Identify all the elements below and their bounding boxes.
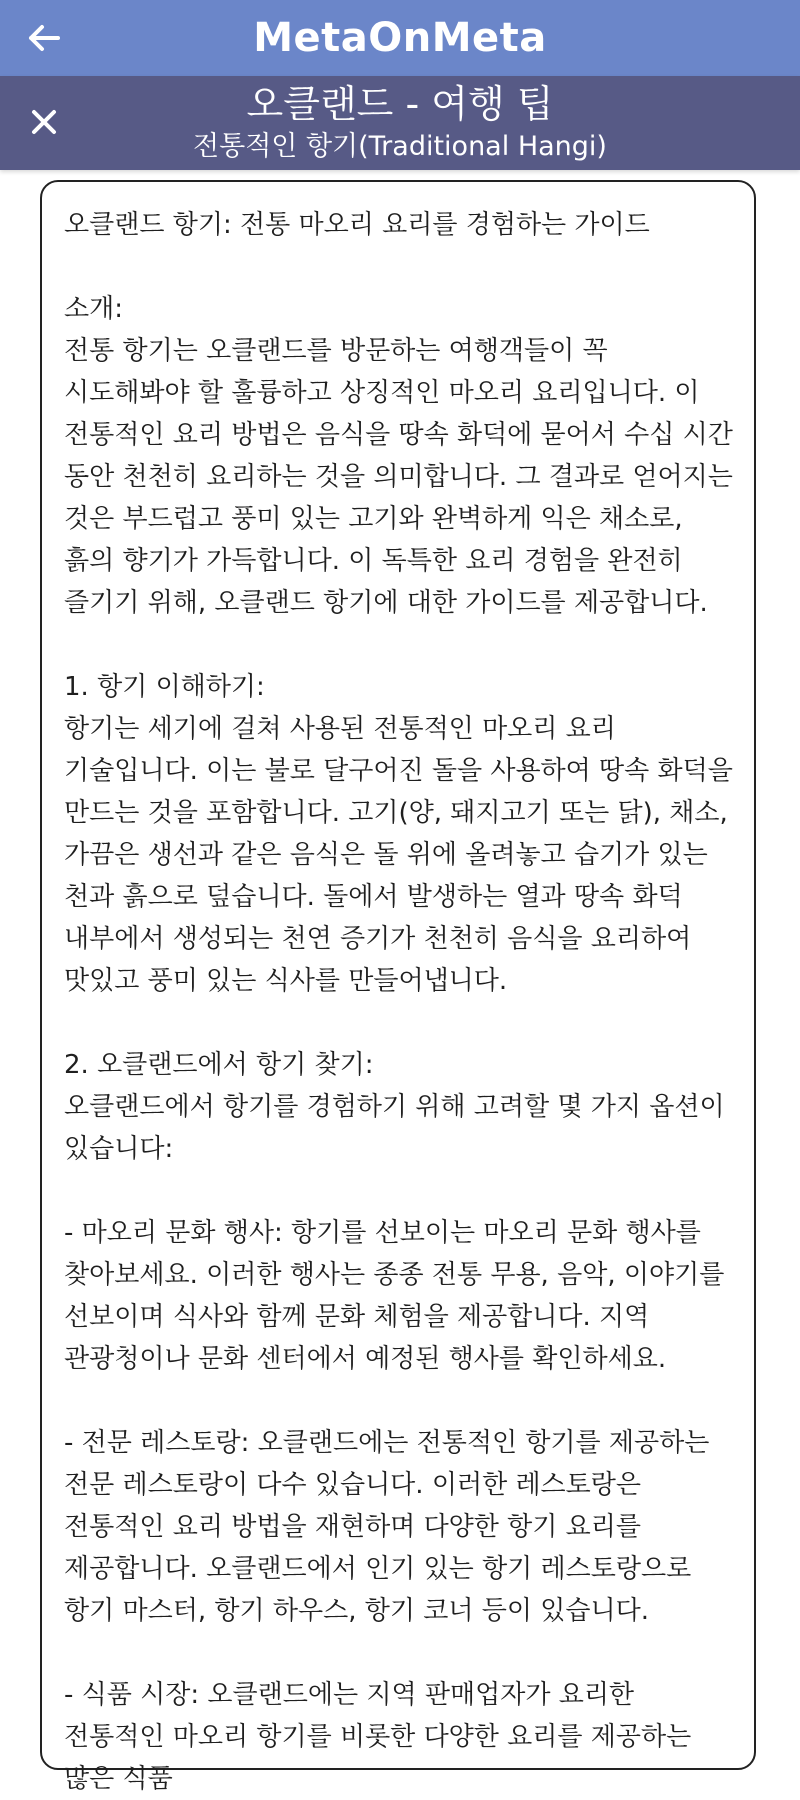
article-heading: 오클랜드 항기: 전통 마오리 요리를 경험하는 가이드 (64, 210, 650, 240)
sub-header (0, 76, 800, 170)
section2-text: 오클랜드에서 항기를 경험하기 위해 고려할 몇 가지 옵션이 있습니다: (64, 1092, 733, 1164)
arrow-left-icon (28, 24, 60, 52)
option-cultural-events: - 마오리 문화 행사: 항기를 선보이는 마오리 문화 행사를 찾아보세요. 이러한 행사는 종종 전통 무용, 음악, 이야기를 선보이며 식사와 함께 문화 체험을 제공합니다. 지역 관광청이나 문화 센터에서 예정된 행사를 확인하세요. (64, 1218, 733, 1374)
intro-label: 소개: (64, 294, 123, 324)
page-subtitle: 전통적인 항기(Traditional Hangi) (193, 131, 607, 162)
section1-text: 항기는 세기에 걸쳐 사용된 전통적인 마오리 요리 기술입니다. 이는 불로 달구어진 돌을 사용하여 땅속 화덕을 만드는 것을 포함합니다. 고기(양, 돼지고기 또는 닭), 채소, 가끔은 생선과 같은 음식은 돌 위에 올려놓고 습기가 있는 천과 흙으로 덮습니다. 돌에서 발생하는 열과 땅속 화덕 내부에서 생성되는 천연 증기가 천천히 음식을 요리하여 맛있고 풍미 있는 식사를 만들어냅니다. (64, 714, 742, 996)
option-food-markets: - 식품 시장: 오클랜드에는 지역 판매업자가 요리한 전통적인 마오리 항기를 비롯한 다양한 요리를 제공하는 많은 식품 (64, 1680, 700, 1794)
page-title: 오클랜드 - 여행 팁 (246, 82, 554, 126)
article-card[interactable] (40, 180, 756, 1794)
section2-label: 2. 오클랜드에서 항기 찾기: (64, 1050, 374, 1080)
section1-label: 1. 항기 이해하기: (64, 672, 265, 702)
back-button[interactable] (22, 16, 66, 60)
article-body (42, 182, 754, 1800)
app-title: MetaOnMeta (253, 15, 547, 61)
intro-text: 전통 항기는 오클랜드를 방문하는 여행객들이 꼭 시도해봐야 할 훌륭하고 상징적인 마오리 요리입니다. 이 전통적인 요리 방법은 음식을 땅속 화덕에 묻어서 수십 시간 동안 천천히 요리하는 것을 의미합니다. 그 결과로 얻어지는 것은 부드럽고 풍미 있는 고기와 완벽하게 익은 채소로, 흙의 향기가 가득합니다. 이 독특한 요리 경험을 완전히 즐기기 위해, 오클랜드 항기에 대한 가이드를 제공합니다. (64, 336, 742, 618)
app-bar (0, 0, 800, 76)
option-restaurants: - 전문 레스토랑: 오클랜드에는 전통적인 항기를 제공하는 전문 레스토랑이 다수 있습니다. 이러한 레스토랑은 전통적인 요리 방법을 재현하며 다양한 항기 요리를 제공합니다. 오클랜드에서 인기 있는 항기 레스토랑으로 항기 마스터, 항기 하우스, 항기 코너 등이 있습니다. (64, 1428, 718, 1626)
